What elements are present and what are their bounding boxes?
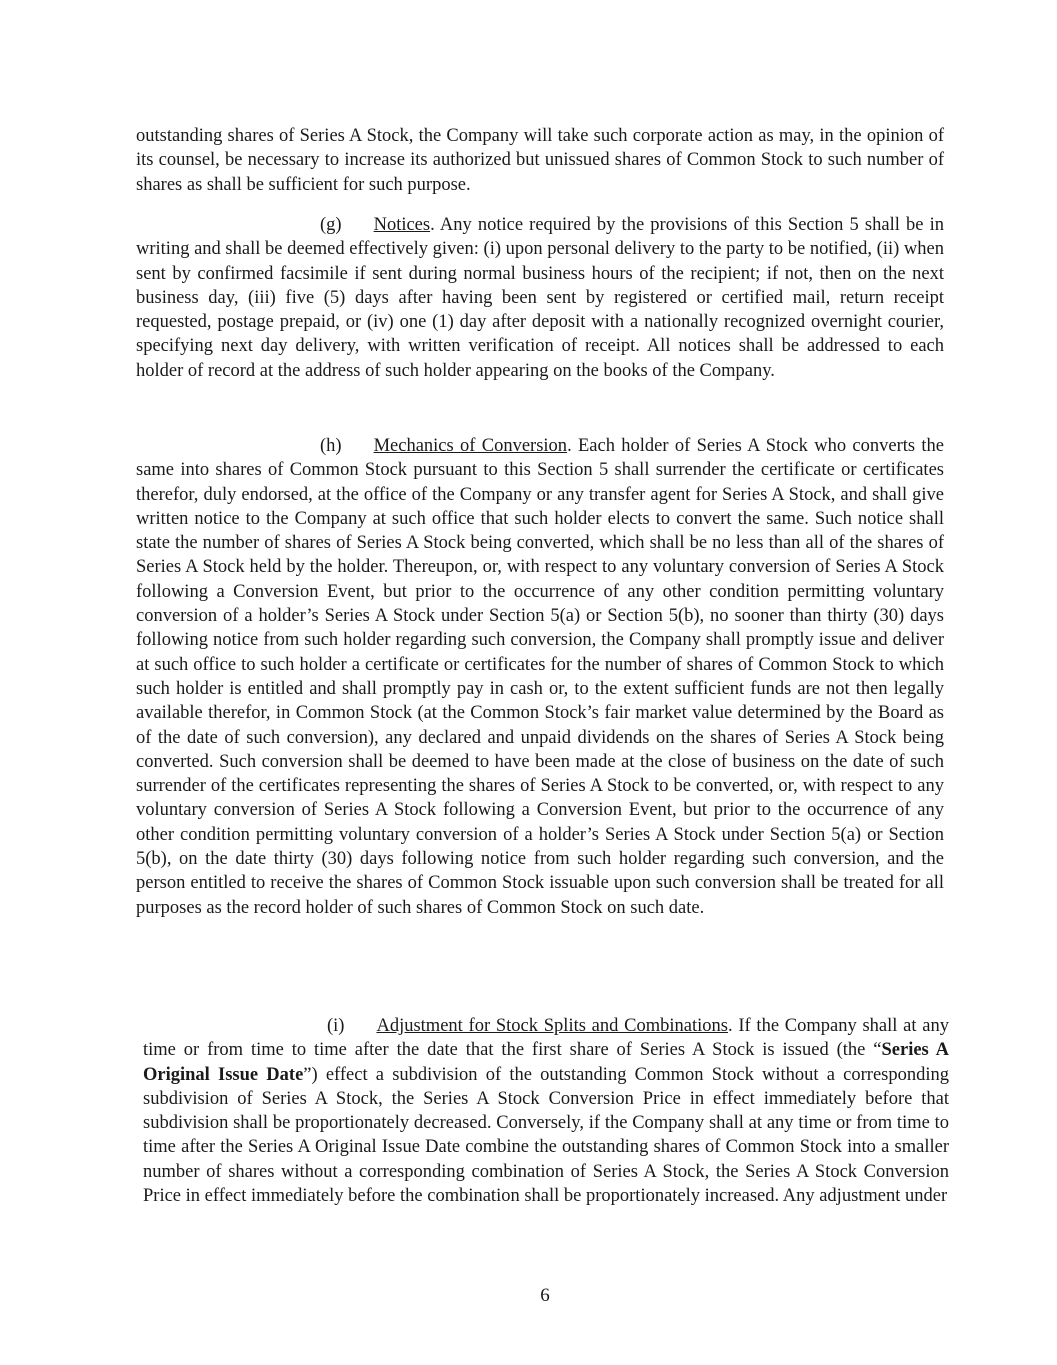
section-g-body: . Any notice required by the provisions of this Section 5 shall be in writing and shall be deemed effectively given: (i) upon personal delivery to the party to be notified, (ii) when sent by confirmed facsimile if sent during normal business hours of the recipient; if not, then on the next business day, (iii) five (5) days after having been sent by registered or certified mail, return receipt requested, postage prepaid, or (iv) one (1) day after deposit with a nationally recognized overnight courier, specifying next day delivery, with written verification of receipt. All notices shall be addressed to each holder of record at the address of such holder appearing on the books of the Company.	[136, 215, 944, 381]
section-i-heading: Adjustment for Stock Splits and Combinations	[376, 1016, 728, 1036]
section-h-body: . Each holder of Series A Stock who converts the same into shares of Common Stock pursuant to this Section 5 shall surrender the certificate or certificates therefor, duly endorsed, at the office of the Company or any transfer agent for Series A Stock, and shall give written notice to the Company at such office that such holder elects to convert the same. Such notice shall state the number of shares of Series A Stock being converted, which shall be no less than all of the shares of Series A Stock held by the holder. Thereupon, or, with respect to any voluntary conversion of Series A Stock following a Conversion Event, but prior to the occurrence of any other condition permitting voluntary conversion of a holder’s Series A Stock under Section 5(a) or Section 5(b), no sooner than thirty (30) days following notice from such holder regarding such conversion, the Company shall promptly issue and deliver at such office to such holder a certificate or certificates for the number of shares of Common Stock to which such holder is entitled and shall promptly pay in cash or, to the extent sufficient funds are not then legally available therefor, in Common Stock (at the Common Stock’s fair market value determined by the Board as of the date of such conversion), any declared and unpaid dividends on the shares of Series A Stock being converted. Such conversion shall be deemed to have been made at the close of business on the date of such surrender of the certificates representing the shares of Series A Stock to be converted, or, with respect to any voluntary conversion of Series A Stock following a Conversion Event, but prior to the occurrence of any other condition permitting voluntary conversion of a holder’s Series A Stock under Section 5(a) or Section 5(b), on the date thirty (30) days following notice from such holder regarding such conversion, and the person entitled to receive the shares of Common Stock issuable upon such conversion shall be treated for all purposes as the record holder of such shares of Common Stock on such date.	[136, 436, 944, 918]
section-i-body-before-term: . If the Company shall at any time or from time to time after the date that the first share of Series A Stock is issued (the “	[143, 1016, 949, 1061]
section-g-notices	[136, 213, 944, 383]
section-i-body-after-term: ”) effect a subdivision of the outstanding Common Stock without a corresponding subdivision of Series A Stock, the Series A Stock Conversion Price in effect immediately before that subdivision shall be proportionately decreased. Conversely, if the Company shall at any time or from time to time after the Series A Original Issue Date combine the outstanding shares of Common Stock into a smaller number of shares without a corresponding combination of Series A Stock, the Series A Stock Conversion Price in effect immediately before the combination shall be proportionately increased. Any adjustment under	[143, 1064, 949, 1207]
section-i-adjustment	[143, 1014, 949, 1208]
section-h-mechanics-of-conversion	[136, 434, 944, 920]
page-number: 6	[540, 1285, 550, 1306]
section-h-marker: (h)	[320, 436, 342, 456]
paragraph-continuation: outstanding shares of Series A Stock, the Company will take such corporate action as may, in the opinion of its counsel, be necessary to increase its authorized but unissued shares of Common Stock to such number of shares as shall be sufficient for such purpose.	[136, 126, 944, 195]
section-h-heading: Mechanics of Conversion	[373, 436, 568, 456]
section-g-marker: (g)	[320, 215, 342, 235]
section-i-defined-term: Series A Original Issue Date	[143, 1040, 949, 1085]
section-i-marker: (i)	[327, 1016, 345, 1036]
section-g-heading: Notices	[373, 215, 431, 235]
